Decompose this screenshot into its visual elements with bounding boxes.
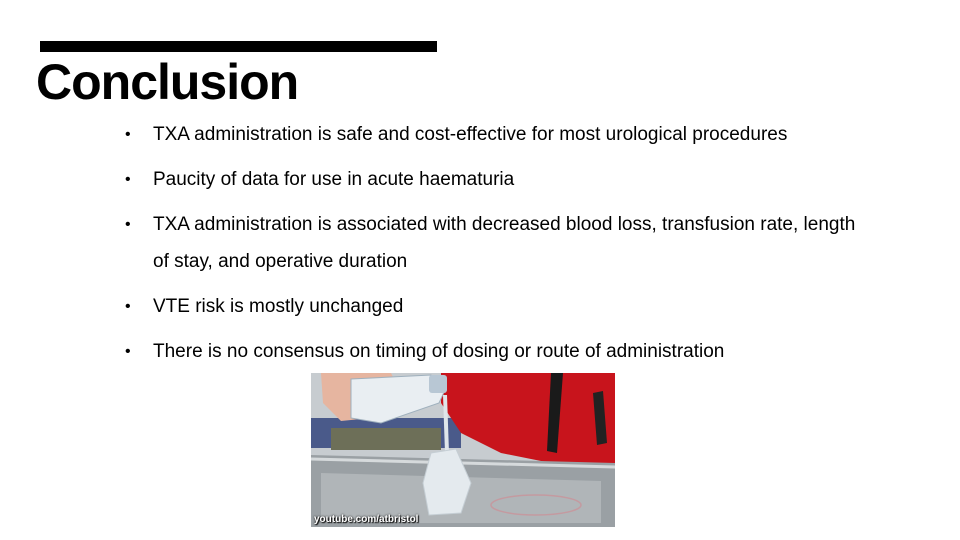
- bullet-list: [125, 116, 873, 378]
- title-accent-bar: [40, 41, 437, 52]
- bullet-glyph: •: [125, 126, 131, 143]
- bullet-item: [125, 333, 873, 370]
- bullet-text: Paucity of data for use in acute haematuria: [153, 169, 515, 190]
- photo-illustration: [311, 373, 615, 527]
- bullet-glyph: •: [125, 343, 131, 360]
- pouring-liquid-photo: [311, 373, 615, 527]
- bullet-item: [125, 161, 873, 198]
- slide-title: Conclusion: [36, 54, 299, 110]
- bullet-glyph: •: [125, 216, 131, 233]
- bullet-text: There is no consensus on timing of dosing or route of administration: [153, 341, 725, 362]
- bullet-text: TXA administration is safe and cost-effective for most urological procedures: [153, 124, 788, 145]
- bullet-item: [125, 288, 873, 325]
- bullet-glyph: •: [125, 298, 131, 315]
- bullet-text: TXA administration is associated with decreased blood loss, transfusion rate, length of stay, and operative duration: [153, 214, 856, 272]
- watermark-text: youtube.com/atbristol: [314, 514, 419, 525]
- bullet-glyph: •: [125, 171, 131, 188]
- bullet-text: VTE risk is mostly unchanged: [153, 296, 404, 317]
- bullet-item: [125, 206, 873, 280]
- bullet-item: [125, 116, 873, 153]
